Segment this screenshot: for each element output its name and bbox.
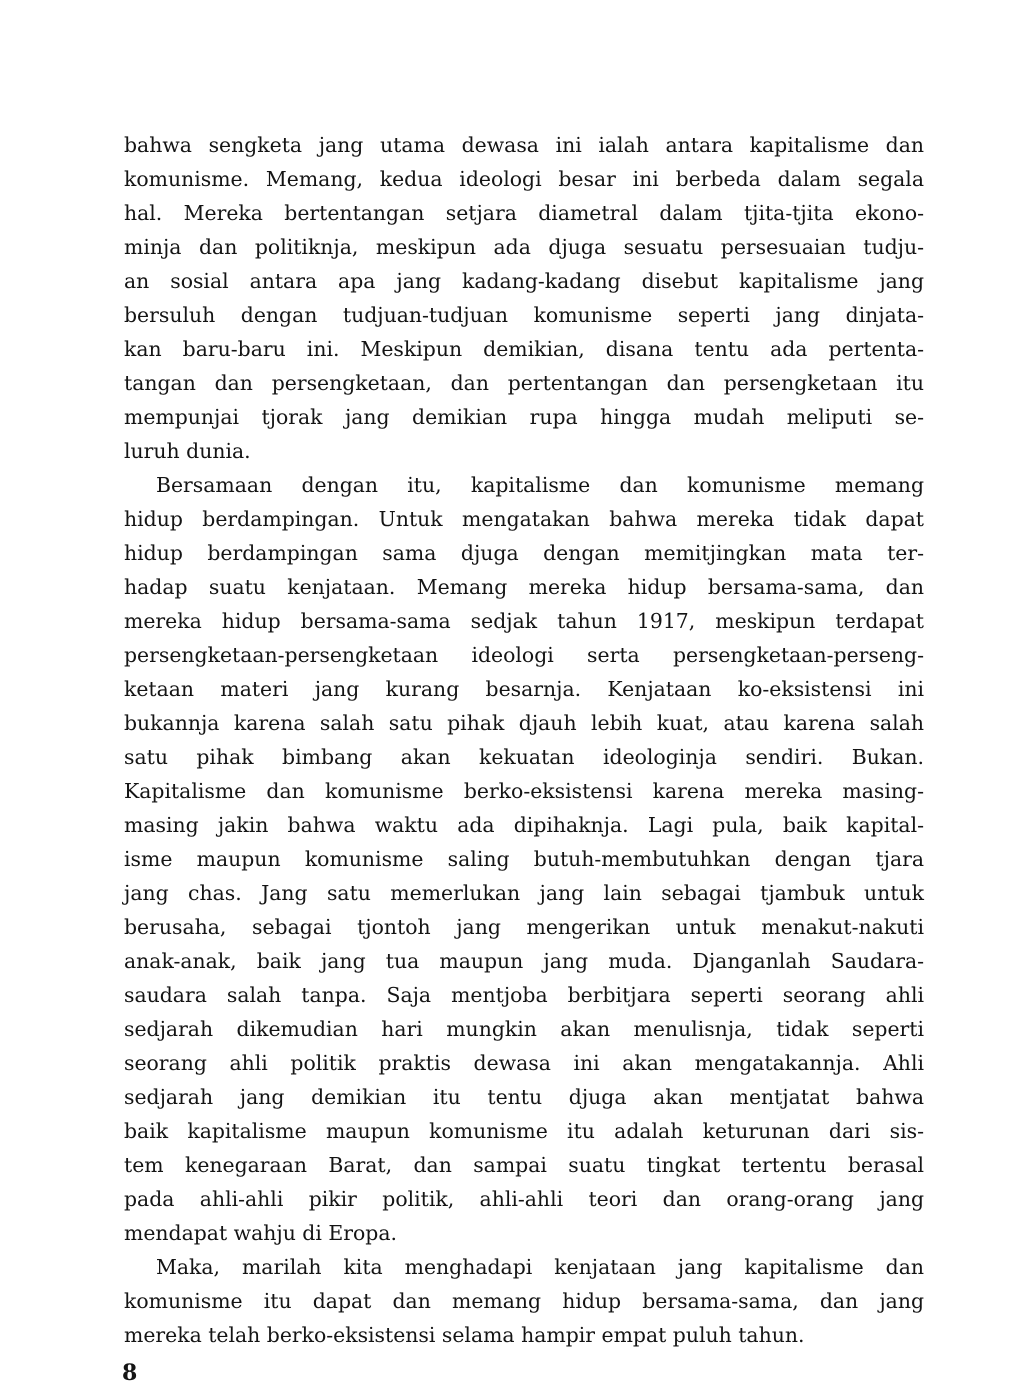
text-line: Kapitalisme dan komunisme berko-eksistensi karena mereka masing- — [124, 779, 924, 803]
text-line: masing jakin bahwa waktu ada dipihaknja. Lagi pula, baik kapital- — [124, 813, 924, 837]
text-line: satu pihak bimbang akan kekuatan ideologinja sendiri. Bukan. — [124, 745, 924, 769]
paragraph-1 — [124, 128, 924, 468]
text-line: komunisme itu dapat dan memang hidup bersama-sama, dan jang — [124, 1289, 924, 1313]
text-line: hal. Mereka bertentangan setjara diametral dalam tjita-tjita ekono- — [124, 201, 924, 225]
paragraph-2 — [124, 468, 924, 1250]
text-line: hidup berdampingan sama djuga dengan memitjingkan mata ter- — [124, 541, 924, 565]
text-line: bukannja karena salah satu pihak djauh lebih kuat, atau karena salah — [124, 711, 924, 735]
body-text — [124, 128, 924, 1352]
text-line: komunisme. Memang, kedua ideologi besar ini berbeda dalam segala — [124, 167, 924, 191]
text-line: bahwa sengketa jang utama dewasa ini ialah antara kapitalisme dan — [124, 133, 924, 157]
text-line: saudara salah tanpa. Saja mentjoba berbitjara seperti seorang ahli — [124, 983, 924, 1007]
page-number: 8 — [122, 1360, 138, 1386]
text-line: mereka telah berko-eksistensi selama hampir empat puluh tahun. — [124, 1323, 805, 1347]
text-line: minja dan politiknja, meskipun ada djuga sesuatu persesuaian tudju- — [124, 235, 924, 259]
text-line: isme maupun komunisme saling butuh-membutuhkan dengan tjara — [124, 847, 924, 871]
text-line: tem kenegaraan Barat, dan sampai suatu tingkat tertentu berasal — [124, 1153, 924, 1177]
text-line: tangan dan persengketaan, dan pertentangan dan persengketaan itu — [124, 371, 924, 395]
text-line: mereka hidup bersama-sama sedjak tahun 1917, meskipun terdapat — [124, 609, 924, 633]
text-line: hadap suatu kenjataan. Memang mereka hidup bersama-sama, dan — [124, 575, 924, 599]
text-line: hidup berdampingan. Untuk mengatakan bahwa mereka tidak dapat — [124, 507, 924, 531]
text-line: persengketaan-persengketaan ideologi serta persengketaan-perseng- — [124, 643, 924, 667]
text-line: bersuluh dengan tudjuan-tudjuan komunisme seperti jang dinjata- — [124, 303, 924, 327]
text-line: baik kapitalisme maupun komunisme itu adalah keturunan dari sis- — [124, 1119, 924, 1143]
text-line: Bersamaan dengan itu, kapitalisme dan komunisme memang — [156, 473, 924, 497]
text-line: seorang ahli politik praktis dewasa ini akan mengatakannja. Ahli — [124, 1051, 924, 1075]
text-line: luruh dunia. — [124, 439, 251, 463]
text-line: jang chas. Jang satu memerlukan jang lain sebagai tjambuk untuk — [124, 881, 924, 905]
text-line: an sosial antara apa jang kadang-kadang disebut kapitalisme jang — [124, 269, 924, 293]
text-line: berusaha, sebagai tjontoh jang mengerikan untuk menakut-nakuti — [124, 915, 924, 939]
paragraph-3 — [124, 1250, 924, 1352]
text-line: mempunjai tjorak jang demikian rupa hingga mudah meliputi se- — [124, 405, 924, 429]
text-line: sedjarah jang demikian itu tentu djuga akan mentjatat bahwa — [124, 1085, 924, 1109]
text-line: Maka, marilah kita menghadapi kenjataan jang kapitalisme dan — [156, 1255, 924, 1279]
text-line: kan baru-baru ini. Meskipun demikian, disana tentu ada pertenta- — [124, 337, 924, 361]
text-line: pada ahli-ahli pikir politik, ahli-ahli teori dan orang-orang jang — [124, 1187, 924, 1211]
text-line: anak-anak, baik jang tua maupun jang muda. Djanganlah Saudara- — [124, 949, 924, 973]
text-line: mendapat wahju di Eropa. — [124, 1221, 397, 1245]
text-line: ketaan materi jang kurang besarnja. Kenjataan ko-eksistensi ini — [124, 677, 924, 701]
text-line: sedjarah dikemudian hari mungkin akan menulisnja, tidak seperti — [124, 1017, 924, 1041]
